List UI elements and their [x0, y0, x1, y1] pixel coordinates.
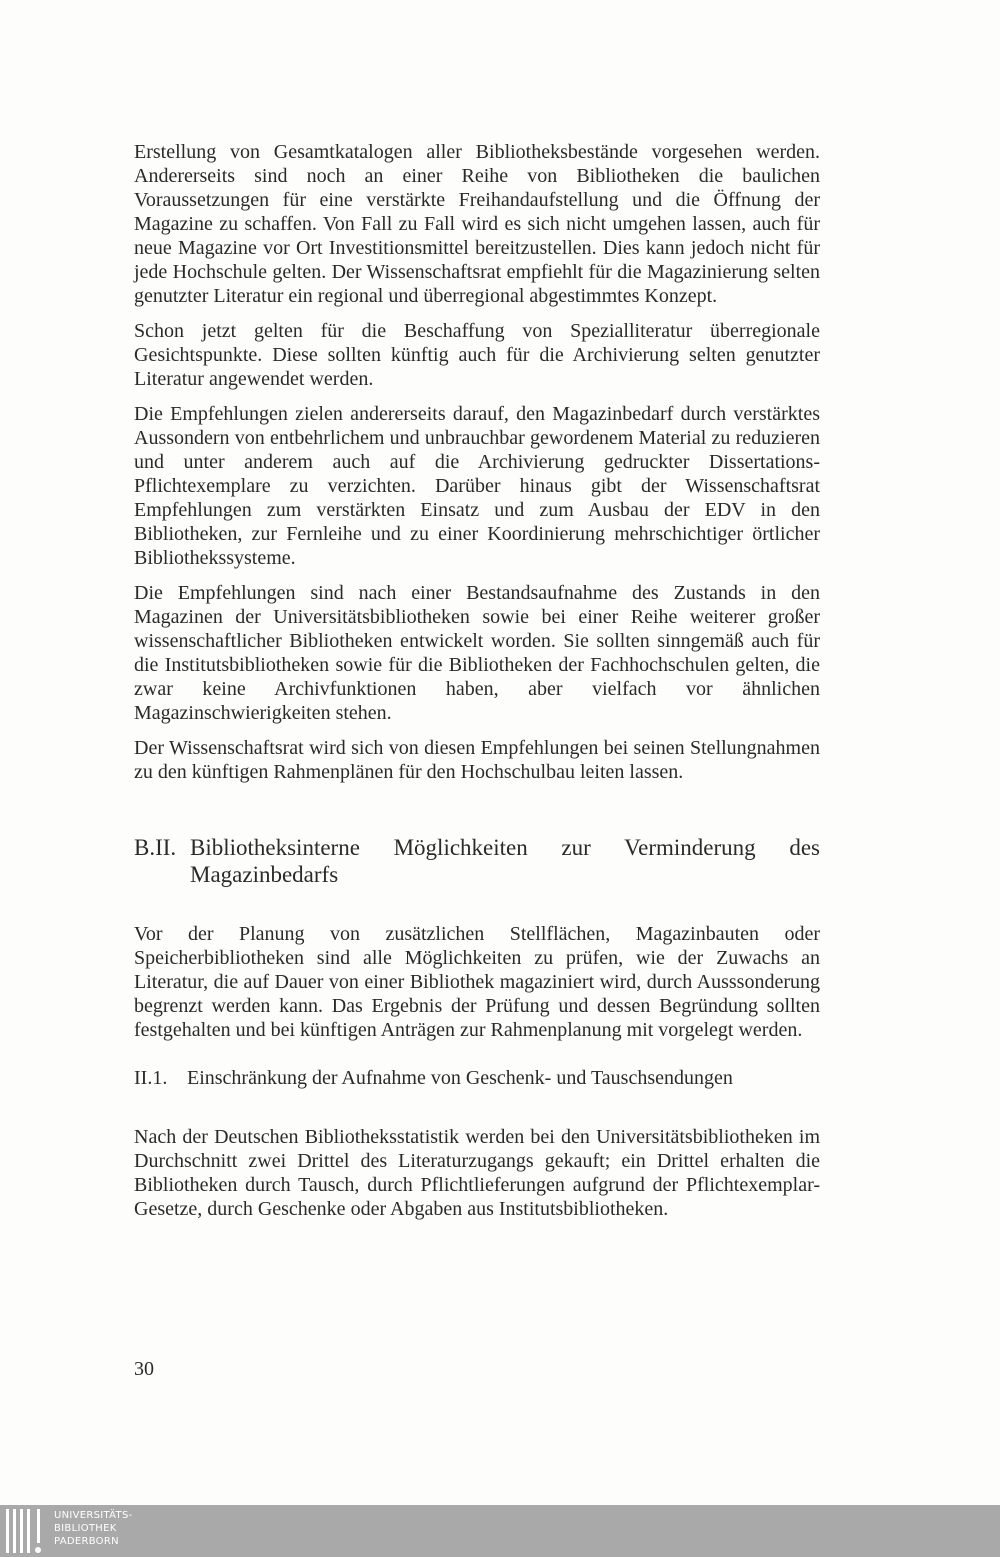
section-number: B.II.	[134, 835, 177, 860]
section-title: Bibliotheksinterne Möglichkeiten zur Verminderung des Magazinbedarfs	[190, 835, 820, 887]
subsection-title: Einschränkung der Aufnahme von Geschenk- und Tauschsendungen	[187, 1067, 733, 1089]
page-number: 30	[134, 1358, 154, 1380]
section-heading	[134, 834, 820, 888]
subsection-paragraph: Nach der Deutschen Bibliotheksstatistik werden bei den Universitätsbibliotheken im Durchschnitt zwei Drittel des Literaturzugangs gekauft; ein Drittel erhalten die Bibliotheken durch Tausch, durch Pflichtlieferungen aufgrund der Pflichtexemplar-Gesetze, durch Geschenke oder Abgaben aus Institutsbibliotheken.	[134, 1126, 820, 1220]
paragraph-intro-5: Der Wissenschaftsrat wird sich von diesen Empfehlungen bei seinen Stellungnahmen zu den künftigen Rahmenplänen für den Hochschulbau leiten lassen.	[134, 737, 820, 783]
section-paragraph: Vor der Planung von zusätzlichen Stellflächen, Magazinbauten oder Speicherbibliotheken sind alle Möglichkeiten zu prüfen, wie der Zuwachs an Literatur, die auf Dauer von einer Bibliothek magaziniert wird, durch Ausssonderung begrenzt werden kann. Das Ergebnis der Prüfung und dessen Begründung sollten festgehalten und bei künftigen Anträgen zur Rahmenplanung mit vorgelegt werden.	[134, 923, 820, 1041]
subsection-number: II.1.	[134, 1067, 168, 1089]
logo-line: PADERBORN	[54, 1536, 119, 1547]
paragraph-intro-3: Die Empfehlungen zielen andererseits darauf, den Magazinbedarf durch verstärktes Aussondern von entbehrlichem und unbrauchbar gewordenem Material zu reduzieren und unter anderem auch auf die Archivierung gedruckter Dissertations-Pflichtexemplare zu verzichten. Darüber hinaus gibt der Wissenschaftsrat Empfehlungen zum verstärkten Einsatz und zum Ausbau der EDV in den Bibliotheken, zur Fernleihe und zu einer Koordinierung mehrschichtiger örtlicher Bibliothekssysteme.	[134, 403, 820, 569]
footer-bar	[0, 1505, 1000, 1557]
library-logo-text	[54, 1509, 133, 1548]
page-content	[134, 140, 820, 1221]
paragraph-intro-4: Die Empfehlungen sind nach einer Bestandsaufnahme des Zustands in den Magazinen der Universitätsbibliotheken sowie bei einer Reihe weiterer großer wissenschaftlicher Bibliotheken entwickelt worden. Sie sollten sinngemäß auch für die Institutsbibliotheken sowie für die Bibliotheken der Fachhochschulen gelten, die zwar keine Archivfunktionen haben, aber vielfach vor ähnlichen Magazinschwierigkeiten stehen.	[134, 582, 820, 724]
logo-line: BIBLIOTHEK	[54, 1523, 117, 1534]
library-logo-icon	[4, 1507, 44, 1555]
subsection-heading	[134, 1066, 820, 1090]
paragraph-intro-2: Schon jetzt gelten für die Beschaffung von Spezialliteratur überregionale Gesichtspunkte. Diese sollten künftig auch für die Archivierung selten genutzter Literatur angewendet werden.	[134, 320, 820, 390]
logo-line: UNIVERSITÄTS-	[54, 1510, 133, 1521]
paragraph-intro-1: Erstellung von Gesamtkatalogen aller Bibliotheksbestände vorgesehen werden. Andererseits sind noch an einer Reihe von Bibliotheken die baulichen Voraussetzungen für eine verstärkte Freihandaufstellung und die Öffnung der Magazine zu schaffen. Von Fall zu Fall wird es sich nicht umgehen lassen, auch für neue Magazine vor Ort Investitionsmittel bereitzustellen. Dies kann jedoch nicht für jede Hochschule gelten. Der Wissenschaftsrat empfiehlt für die Magazinierung selten genutzter Literatur ein regional und überregional abgestimmtes Konzept.	[134, 141, 820, 307]
library-logo	[4, 1507, 224, 1555]
